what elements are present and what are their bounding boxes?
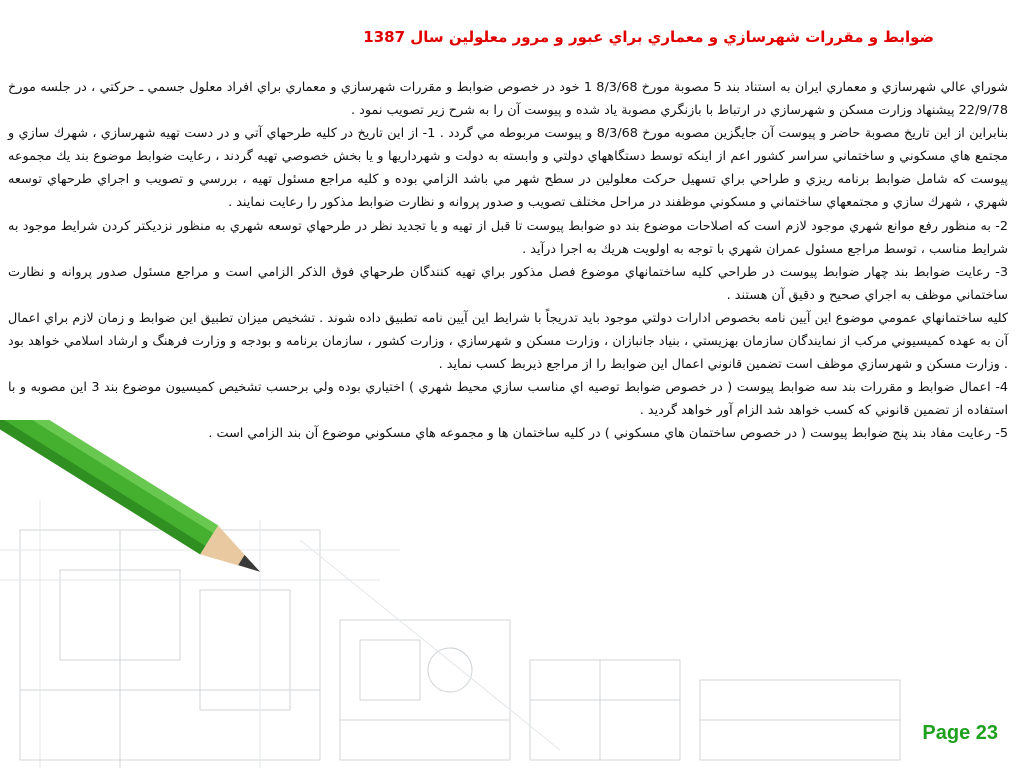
paragraph: بنابراين از اين تاريخ مصوبة حاضر و پيوست آن جايگزين مصوبه مورخ 8/3/68 و پيوست مربوطه مي گردد . 1- از اين تاريخ در كليه طرحهاي آتي و در دست تهيه شهرسازي ، شهرك سازي و مجتمع هاي مسكوني و ساختماني سراسر كشور اعم از اينكه توسط دستگاههاي دولتي و وابسته به دولت و شهرداريها و يا بخش خصوصي تهيه گردند ، رعايت ضوابط موضوع بند يك مجموعه پيوست كه شامل ضوابط برنامه ريزي و طراحي براي تسهيل حركت معلولين در سطح شهر مي باشد الزامي بوده و كليه مراجع مسئول تهيه ، بررسي و تصويب و اجراي طرحهاي توسعه شهري ، شهرك سازي و مجتمعهاي ساختماني و مسكوني موظفند در مراحل مختلف تصويب و صدور پروانه و نظارت ضوابط مذكور را رعايت نمايند .	[8, 126, 1008, 211]
body-text	[8, 76, 1008, 446]
paragraph: 3- رعايت ضوابط بند چهار ضوابط پيوست در طراحي كليه ساختمانهاي موضوع فصل مذكور براي تهيه كنندگان طرحهاي فوق الذكر الزامي است و مراجع مسئول صدور پروانه و نظارت ساختماني موظف به اجراي صحيح و دقيق آن هستند .	[8, 264, 1008, 303]
page-number: Page 23	[922, 722, 998, 744]
paragraph: 2- به منظور رفع موانع شهري موجود لازم است كه اصلاحات موضوع بند دو ضوابط پيوست تا قبل از تهيه و يا تجديد نظر در طرحهاي توسعه شهري به منظور نزديكتر كردن شرايط موجود به شرايط مناسب ، توسط مراجع مسئول عمران شهري با توجه به اولويت هريك به اجرا درآيد .	[8, 218, 1008, 257]
paragraph: 5- رعايت مفاد بند پنج ضوابط پيوست ( در خصوص ساختمان هاي مسكوني ) در كليه ساختمان ها و مجموعه هاي مسكوني موضوع آن بند الزامي است .	[208, 426, 1008, 442]
paragraph: 4- اعمال ضوابط و مقررات بند سه ضوابط پيوست ( در خصوص ضوابط توصيه اي مناسب سازي محيط شهري ) اختياري بوده ولي برحسب تشخيص كميسيون موضوع بند 3 اين مصوبه و با استفاده از تضمين قانوني كه كسب خواهد شد الزام آور خواهد گرديد .	[8, 380, 1008, 419]
paragraph: كليه ساختمانهاي عمومي موضوع اين آيين نامه بخصوص ادارات دولتي موجود بايد تدريجاً با شرايط اين آيين نامه تطبيق داده شوند . تشخيص ميزان تطبيق اين ضوابط و زمان لازم براي اعمال آن به عهده كميسيوني مركب از نمايندگان سازمان بهزيستي ، بنياد جانبازان ، وزارت مسكن و شهرسازي ، وزارت كشور ، سازمان برنامه و بودجه و وزارت فرهنگ و ارشاد اسلامي خواهد بود . وزارت مسكن و شهرسازي موظف است تضمين قانوني اعمال اين ضوابط را از مراجع ذيربط كسب نمايد .	[8, 310, 1008, 373]
paragraph: شوراي عالي شهرسازي و معماري ايران به استناد بند 5 مصوبة مورخ 8/3/68 1 خود در خصوص ضوابط و مقررات شهرسازي و معماري براي افراد معلول جسمي ـ حركتي ، در جلسه مورخ 22/9/78 پيشنهاد وزارت مسكن و شهرسازي در ارتباط با بازنگري مصوبة ياد شده و پيوست آن را به شرح زير تصويب نمود .	[8, 80, 1008, 119]
page-title: ضوابط و مقررات شهرسازي و معماري براي عبور و مرور معلولين سال 1387	[363, 28, 934, 46]
pencil-illustration	[0, 420, 360, 640]
